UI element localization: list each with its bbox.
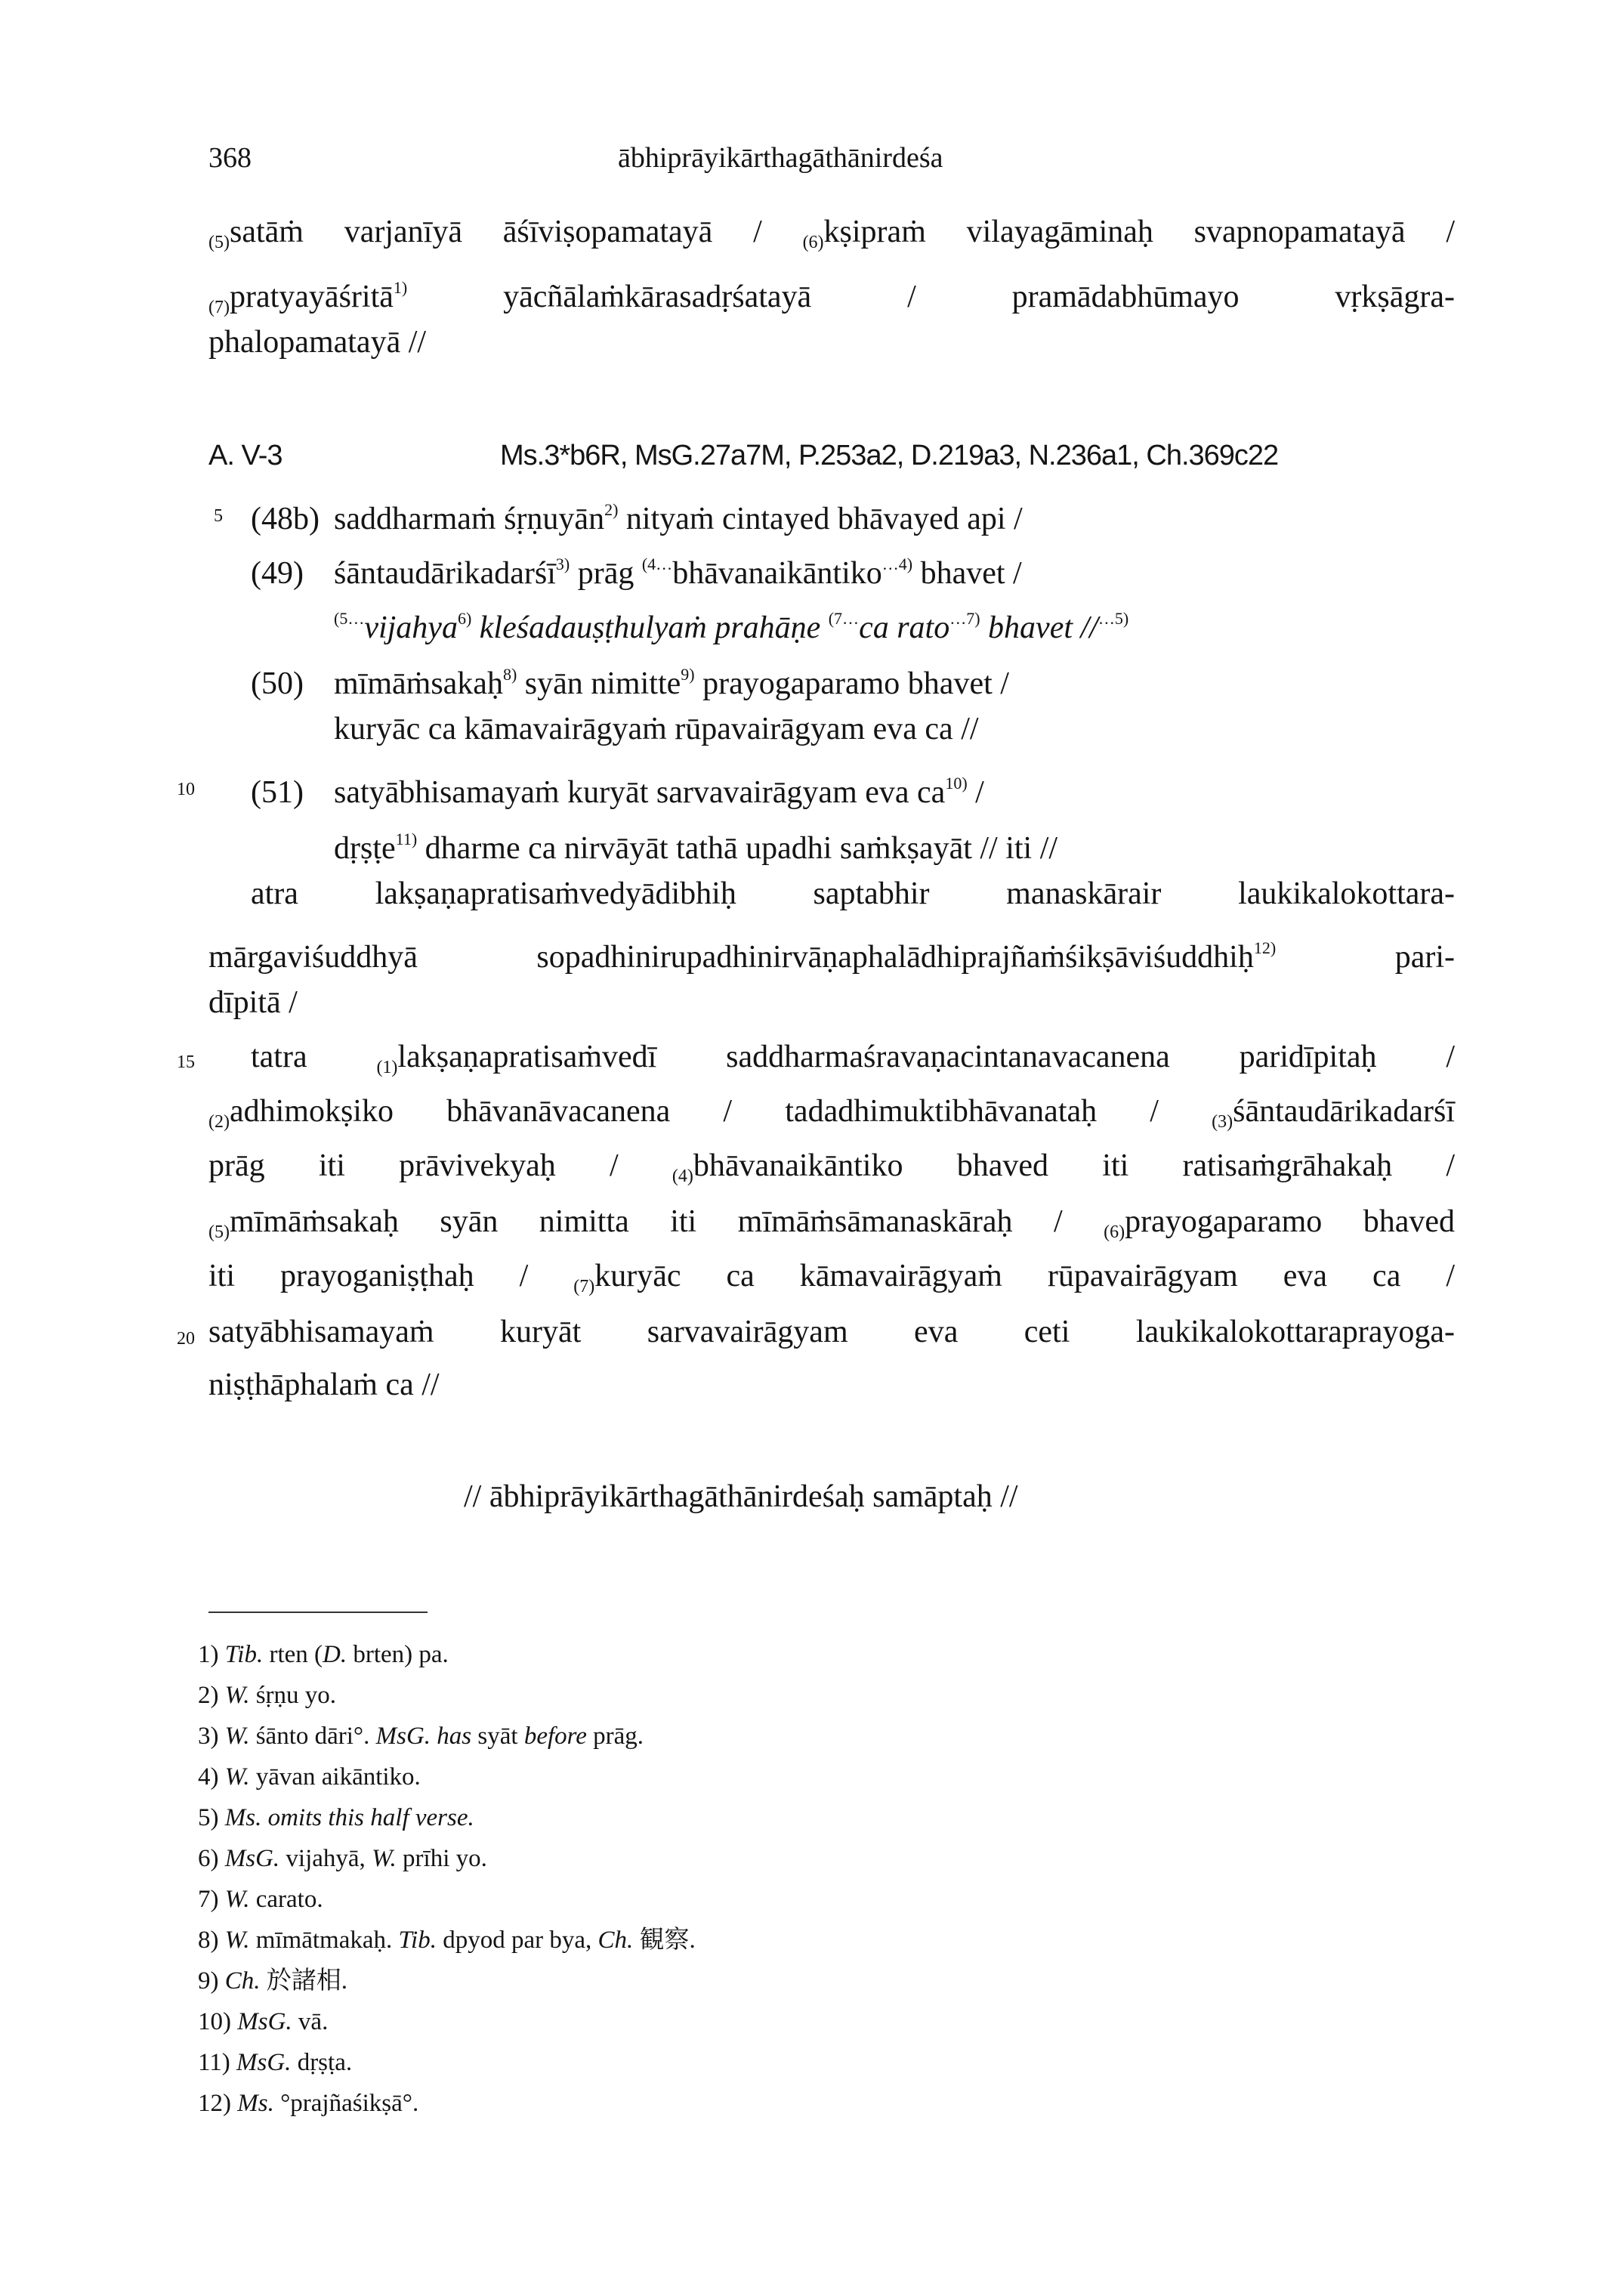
colophon: // ābhiprāyikārthagāthānirdeśaḥ samāptaḥ // — [464, 1479, 1018, 1514]
source-id: A. V-3 — [208, 440, 283, 471]
line-number-5: 5 — [214, 506, 223, 526]
para2-line-2: $_{(2)}$adhimokṣiko bhāvanāvacanena / tadadhimuktibhāvanataḥ / $_{(3)}$śāntaudārikadarśī — [208, 1094, 1455, 1132]
para2-line-7: niṣṭhāphalaṁ ca // — [208, 1367, 440, 1402]
line-number-10: 10 — [177, 780, 195, 799]
footnote-4: 4) W. yāvan aikāntiko. — [198, 1763, 421, 1791]
footnote-8: 8) W. mīmātmakaḥ. Tib. dpyod par bya, Ch. 観察. — [198, 1927, 696, 1954]
footnote-10: 10) MsG. vā. — [198, 2008, 329, 2035]
verse-50: (50) mīmāṁsakaḥ$^{8)}$ syān nimitte$^{9)}$ prayogaparamo bhavet / — [251, 665, 1009, 701]
para1-line-2: mārgaviśuddhyā sopadhinirupadhinirvāṇaphalādhiprajñaṁśikṣāviśuddhiḥ$^{12)}$ pari- — [208, 938, 1455, 975]
para1-line-3: dīpitā / — [208, 985, 298, 1020]
footnote-7: 7) W. carato. — [198, 1886, 323, 1913]
footnote-12: 12) Ms. °prajñaśikṣā°. — [198, 2090, 419, 2117]
para2-line-6: satyābhisamayaṁ kuryāt sarvavairāgyam eva ceti laukikalokottaraprayoga- — [208, 1315, 1455, 1349]
source-refs: Ms.3*b6R, MsG.27a7M, P.253a2, D.219a3, N.236a1, Ch.369c22 — [500, 440, 1279, 471]
running-head: ābhiprāyikārthagāthānirdeśa — [618, 142, 943, 174]
para1-line-1: atra lakṣaṇapratisaṁvedyādibhiḥ saptabhir manaskārair laukikalokottara- — [251, 876, 1455, 911]
para2-line-1: tatra $_{(1)}$lakṣaṇapratisaṁvedī saddharmaśravaṇacintanavacanena paridīpitaḥ / — [251, 1040, 1456, 1077]
opening-line-1: $_{(5)}$satāṁ varjanīyā āśīviṣopamatayā / $_{(6)}$kṣipraṁ vilayagāminaḥ svapnopamatayā / — [208, 215, 1455, 252]
verse-48b: (48b) saddharmaṁ śṛṇuyān$^{2)}$ nityaṁ cintayed bhāvayed api / — [251, 500, 1023, 536]
opening-line-3: phalopamatayā // — [208, 325, 427, 360]
verse-49: (49) śāntaudārikadarśī$^{3)}$ prāg $^{(4\dots}$bhāvanaikāntiko$^{\dots 4)}$ bhavet / — [251, 555, 1022, 591]
verse-51-second-half: dṛṣṭe$^{11)}$ dharme ca nirvāyāt tathā upadhi saṁkṣayāt // iti // — [334, 830, 1058, 866]
footnote-2: 2) W. śṛṇu yo. — [198, 1682, 337, 1709]
para2-line-5: iti prayoganiṣṭhaḥ / $_{(7)}$kuryāc ca kāmavairāgyaṁ rūpavairāgyam eva ca / — [208, 1259, 1455, 1296]
line-number-20: 20 — [177, 1329, 195, 1349]
verse-50-second-half: kuryāc ca kāmavairāgyaṁ rūpavairāgyam eva ca // — [334, 712, 979, 746]
line-number-15: 15 — [177, 1052, 195, 1072]
footnote-divider — [208, 1612, 428, 1613]
footnote-6: 6) MsG. vijahyā, W. prīhi yo. — [198, 1845, 487, 1872]
para2-line-3: prāg iti prāvivekyaḥ / $_{(4)}$bhāvanaikāntiko bhaved iti ratisaṁgrāhakaḥ / — [208, 1148, 1455, 1186]
footnote-3: 3) W. śānto dāri°. MsG. has syāt before prāg. — [198, 1723, 644, 1750]
footnote-9: 9) Ch. 於諸相. — [198, 1967, 348, 1995]
opening-line-2: $_{(7)}$pratyayāśritā$^{1)}$ yācñālaṁkārasadṛśatayā / pramādabhūmayo vṛkṣāgra- — [208, 278, 1455, 317]
para2-line-4: $_{(5)}$mīmāṁsakaḥ syān nimitta iti mīmāṁsāmanaskāraḥ / $_{(6)}$prayogaparamo bhaved — [208, 1204, 1455, 1242]
footnote-11: 11) MsG. dṛṣṭa. — [198, 2049, 353, 2076]
verse-49-second-half: $^{(5\dots}$vijahya$^{6)}$ kleśadauṣṭhulyaṁ prahāṇe $^{(7\dots}$ca rato$^{\dots 7)}$ bhavet //$^{\dots 5)}$ — [334, 609, 1129, 645]
footnote-1: 1) Tib. rten (D. brten) pa. — [198, 1641, 449, 1668]
verse-51: (51) satyābhisamayaṁ kuryāt sarvavairāgyam eva $ca^{10)}$ / — [251, 774, 984, 810]
page-number: 368 — [208, 142, 252, 174]
footnote-5: 5) Ms. omits this half verse. — [198, 1804, 474, 1831]
